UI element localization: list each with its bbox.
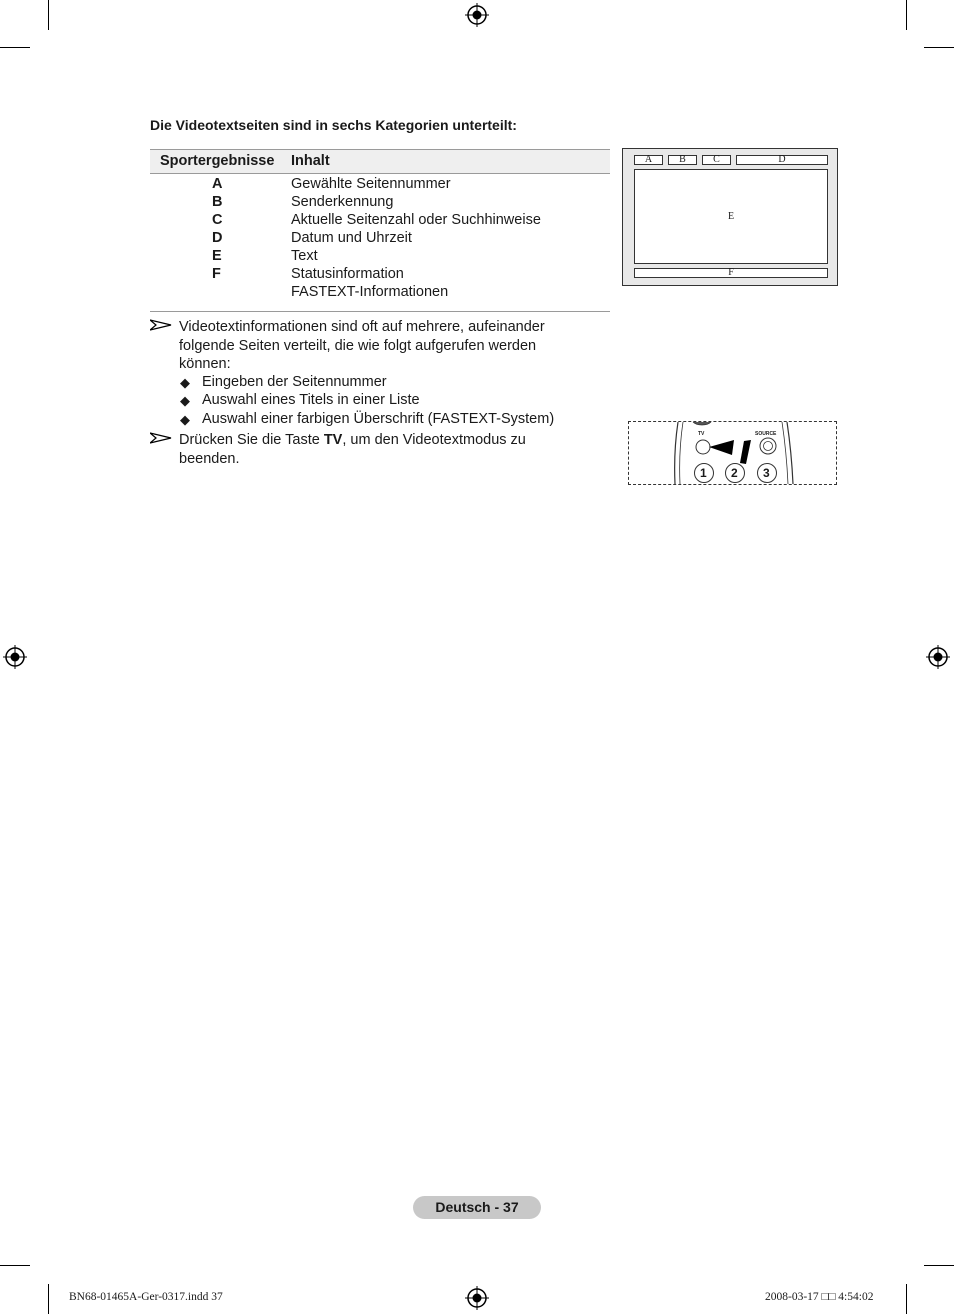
- note-key-tv: TV: [323, 432, 343, 448]
- table-row-text: Gewählte Seitennummer: [291, 176, 451, 192]
- registration-mark-icon: [3, 645, 27, 669]
- crop-mark: [906, 0, 907, 30]
- remote-button-3: 3: [763, 466, 770, 480]
- bullet-item: Auswahl eines Titels in einer Liste: [202, 392, 420, 408]
- page-number-label: Deutsch - 37: [413, 1196, 541, 1219]
- diagram-label-c: C: [702, 155, 731, 165]
- table-bottom-rule: [150, 311, 610, 312]
- diagram-label-a: A: [634, 155, 663, 165]
- teletext-screen-diagram: [622, 148, 838, 286]
- note-line: folgende Seiten verteilt, die wie folgt aufgerufen werden: [179, 337, 537, 354]
- diagram-label-f: F: [634, 268, 828, 278]
- crop-mark: [0, 1265, 30, 1266]
- note-arrow-icon: [150, 432, 172, 444]
- registration-mark-icon: [465, 3, 489, 27]
- crop-mark: [924, 1265, 954, 1266]
- crop-mark: [924, 47, 954, 48]
- registration-mark-icon: [926, 645, 950, 669]
- note-paragraph-2: [179, 431, 599, 468]
- remote-control-illustration: [628, 421, 837, 485]
- diamond-bullet-icon: ◆: [180, 412, 190, 427]
- table-row-text: Statusinformation: [291, 266, 404, 282]
- table-header: [150, 149, 610, 174]
- remote-button-2: 2: [731, 466, 738, 480]
- crop-mark: [48, 0, 49, 30]
- note-paragraph-1: [179, 318, 599, 374]
- table-row-letter: C: [212, 212, 223, 228]
- print-slug-right: 2008-03-17 □□ 4:54:02: [765, 1291, 874, 1303]
- table-row-letter: E: [212, 248, 222, 264]
- note-text: , um den Videotextmodus zu: [342, 432, 526, 448]
- diamond-bullet-icon: ◆: [180, 375, 190, 390]
- remote-tv-label: TV: [698, 431, 705, 437]
- registration-mark-icon: [465, 1286, 489, 1310]
- remote-button-1: 1: [700, 466, 707, 480]
- diamond-bullet-icon: ◆: [180, 393, 190, 408]
- diagram-label-e: E: [634, 169, 828, 264]
- table-row-letter: B: [212, 194, 223, 210]
- column-header-inhalt: Inhalt: [291, 153, 330, 169]
- crop-mark: [0, 47, 30, 48]
- print-slug-left: BN68-01465A-Ger-0317.indd 37: [69, 1291, 223, 1303]
- diagram-label-d: D: [736, 155, 828, 165]
- note-line: können:: [179, 356, 231, 372]
- bullet-item: Auswahl einer farbigen Überschrift (FASTEXT-System): [202, 411, 555, 427]
- crop-mark: [906, 1284, 907, 1314]
- table-row-text: Senderkennung: [291, 194, 394, 210]
- table-row-text: Datum und Uhrzeit: [291, 230, 412, 246]
- table-row-text: FASTEXT-Informationen: [291, 284, 449, 300]
- diagram-label-b: B: [668, 155, 697, 165]
- note-line: Videotextinformationen sind oft auf mehrere, aufeinander: [179, 319, 545, 335]
- crop-mark: [48, 1284, 49, 1314]
- bullet-item: Eingeben der Seitennummer: [202, 374, 387, 390]
- note-line: beenden.: [179, 450, 240, 467]
- column-header-sportergebnisse: Sportergebnisse: [160, 153, 275, 169]
- note-text: Drücken Sie die Taste: [179, 432, 324, 448]
- section-heading: Die Videotextseiten sind in sechs Kategorien unterteilt:: [150, 117, 517, 133]
- table-row-text: Text: [291, 248, 318, 264]
- table-row-letter: A: [212, 176, 223, 192]
- table-row-letter: D: [212, 230, 223, 246]
- note-arrow-icon: [150, 319, 172, 331]
- table-row-text: Aktuelle Seitenzahl oder Suchhinweise: [291, 212, 541, 228]
- remote-source-label: SOURCE: [755, 431, 777, 437]
- table-row-letter: F: [212, 266, 221, 282]
